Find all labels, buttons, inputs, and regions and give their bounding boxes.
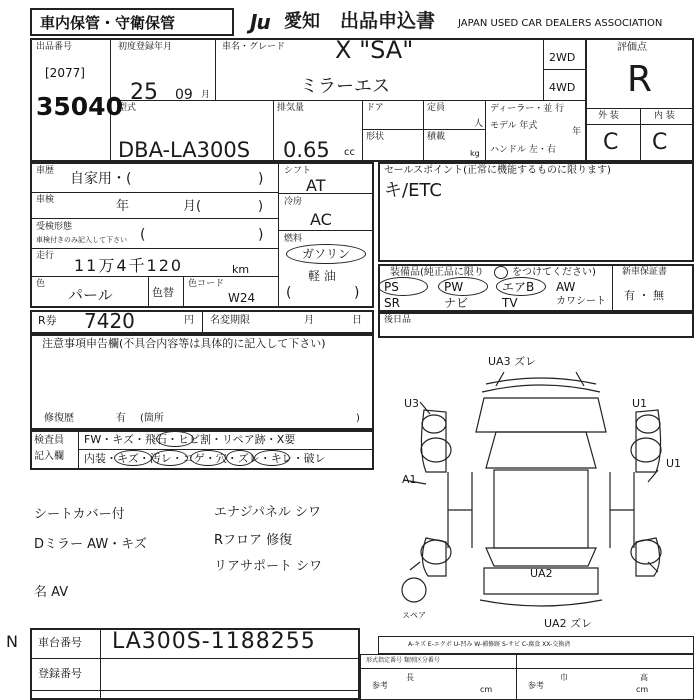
- divider: [585, 38, 587, 162]
- divider: [516, 654, 517, 700]
- hood: [476, 398, 606, 432]
- later-date-label: 後日品: [384, 315, 412, 325]
- rear-window: [486, 548, 596, 566]
- selling-points-box: [378, 162, 694, 262]
- divider: [30, 658, 360, 659]
- divider: [612, 264, 613, 312]
- receiving-close: ): [258, 227, 264, 243]
- rating-label: 評価点: [617, 42, 647, 53]
- repair-history-close: ): [356, 413, 360, 424]
- rear-bumper: [480, 600, 602, 606]
- repair-history-value: 有: [116, 413, 126, 424]
- inspector-comment: Rフロア 修復: [214, 533, 293, 548]
- receiving-note: 車検付きのみ記入して下さい: [36, 236, 127, 244]
- fuel-open: (: [286, 285, 292, 301]
- inspector-entry-label: 記入欄: [34, 451, 64, 462]
- equipment-label-circle: [494, 266, 508, 279]
- divider: [485, 100, 486, 162]
- storage-category-box: [30, 8, 234, 36]
- exterior-check-line: FW・キズ・飛石・ヒビ割・リペア跡・X要: [84, 433, 296, 446]
- fuel-label: 燃料: [284, 234, 303, 244]
- divider: [30, 218, 278, 219]
- selling-points-label: セールスポイント(正常に機能するものに限ります): [384, 165, 611, 176]
- drive-4wd-option[interactable]: 4WD: [549, 81, 576, 94]
- capacity-label: 定員: [427, 103, 446, 113]
- mark-arrow: [410, 562, 420, 570]
- divider: [30, 248, 278, 249]
- repair-history-label: 修復歴: [44, 413, 74, 424]
- equipment-option[interactable]: カワシート: [556, 296, 606, 307]
- equipment-option[interactable]: エアB: [502, 280, 535, 294]
- length-label: 長: [406, 673, 414, 682]
- fuel-gasoline-option[interactable]: ガソリン: [302, 247, 351, 261]
- inspector-comment: Dミラー AW・キズ: [34, 537, 147, 552]
- divider: [78, 430, 79, 470]
- model-year-unit: 年: [572, 127, 582, 137]
- shift-label: シフト: [284, 166, 312, 176]
- damage-mark: UA2 ズレ: [544, 617, 593, 630]
- damage-mark: UA2: [530, 567, 553, 580]
- mark-arrow: [496, 372, 584, 386]
- displacement-label: 排気量: [277, 103, 305, 113]
- capacity-unit: 人: [474, 119, 484, 129]
- lot-bracket-number: [2077]: [45, 66, 85, 80]
- damage-mark: U1: [632, 397, 648, 410]
- spare-label: スペア: [402, 611, 426, 620]
- divider: [278, 162, 279, 308]
- mark-arrow: [648, 562, 658, 572]
- car-history-label: 車歴: [36, 166, 55, 176]
- mirror-right: [636, 415, 660, 433]
- reference-label-1: 参考: [372, 681, 388, 690]
- exterior-label: 外 装: [598, 111, 619, 121]
- inspection-close: ): [258, 199, 264, 214]
- height-label: 高: [640, 673, 648, 682]
- divider: [30, 192, 278, 193]
- equipment-option[interactable]: PW: [444, 280, 464, 294]
- model-grade: X "SA": [335, 36, 414, 64]
- divider: [640, 108, 641, 162]
- dealer-label: ディーラー・並 行: [490, 104, 565, 114]
- mirror-left: [422, 415, 446, 433]
- length-unit: cm: [480, 685, 493, 694]
- equipment-label: 装備品(純正品に限り: [390, 267, 484, 278]
- spare-tire: [402, 578, 426, 602]
- circle-mark: [254, 450, 290, 466]
- divider: [586, 124, 694, 125]
- storage-category-label: 車内保管・守衛保管: [40, 14, 176, 32]
- interior-check-line: 内装・キズ・汚レ・コゲ・穴・ズレ・キレ・破レ: [84, 452, 326, 465]
- load-unit: kg: [470, 149, 480, 158]
- divider: [279, 230, 374, 231]
- receiving-value: (: [140, 227, 146, 243]
- recycle-unit: 円: [184, 315, 194, 326]
- equipment-option[interactable]: PS: [384, 280, 399, 294]
- model-name: ミラーエス: [300, 76, 390, 97]
- association-name: JAPAN USED CAR DEALERS ASSOCIATION: [458, 18, 663, 29]
- chassis-value: LA300S-1188255: [112, 629, 316, 654]
- drive-2wd-option[interactable]: 2WD: [549, 51, 576, 64]
- damage-mark: U1: [666, 457, 682, 470]
- displacement-unit: cc: [344, 147, 355, 158]
- circle-mark: [156, 431, 194, 447]
- equipment-circle: [438, 277, 488, 296]
- color-value: パール: [68, 286, 113, 304]
- divider: [215, 38, 216, 100]
- fuel-diesel-option[interactable]: 軽 油: [308, 269, 336, 283]
- shift-value: AT: [306, 176, 326, 195]
- front-bumper: [482, 385, 600, 392]
- color-change-label: 色替: [152, 286, 174, 299]
- equipment-option[interactable]: SR: [384, 296, 400, 310]
- change-deadline-day: 日: [352, 315, 362, 326]
- divider: [78, 449, 374, 450]
- divider: [360, 668, 694, 669]
- lot-label: 出品番号: [36, 42, 73, 52]
- mileage-label: 走行: [36, 251, 55, 261]
- roof: [494, 470, 588, 548]
- fuel-close: ): [354, 285, 360, 301]
- damage-legend: A-キズ E-エクボ U-凹み W-補修跡 S-サビ C-腐食 XX-交換済: [408, 641, 571, 648]
- type-value: DBA-LA300S: [118, 138, 251, 162]
- damage-mark: A1: [402, 473, 417, 486]
- mileage-value: 11万4千120: [74, 256, 184, 275]
- warranty-label: 新車保証書: [622, 267, 668, 277]
- divider: [362, 100, 363, 162]
- car-history-close: ): [258, 171, 264, 187]
- divider: [202, 310, 203, 334]
- circle-mark: [152, 450, 188, 466]
- inspector-comment: リアサポート シワ: [214, 559, 323, 574]
- model-name-label: 車名・グレード: [222, 42, 286, 52]
- divider: [543, 69, 585, 70]
- color-label: 色: [36, 279, 46, 289]
- first-registration-month-unit: 月: [201, 90, 211, 100]
- inspector-comment: シートカバー付: [34, 507, 125, 522]
- receiving-label: 受検形態: [36, 222, 73, 232]
- logo-text: 愛知: [284, 11, 320, 32]
- inspection-year-unit: 年: [116, 199, 130, 214]
- divider: [148, 277, 149, 308]
- divider: [279, 193, 374, 194]
- registration-label: 登録番号: [38, 667, 82, 680]
- model-year-label: モデル 年式: [490, 121, 538, 131]
- inspection-month-unit: 月(: [183, 199, 202, 214]
- color-code-value: W24: [228, 291, 256, 305]
- circle-mark: [190, 450, 226, 466]
- divider: [423, 100, 424, 162]
- repair-history-place: (箇所: [140, 413, 164, 424]
- damage-mark: U3: [404, 397, 420, 410]
- cooling-value: AC: [310, 210, 332, 229]
- rating-value: R: [627, 59, 653, 100]
- handle-label: ハンドル 左・右: [490, 145, 556, 155]
- first-registration-year: 25: [130, 80, 158, 105]
- equipment-circle: [496, 277, 546, 296]
- divider: [30, 276, 278, 277]
- divider: [30, 690, 360, 691]
- car-history-value: 自家用・(: [70, 171, 132, 187]
- side-mark: N: [6, 632, 18, 651]
- change-deadline-label: 名変期限: [210, 315, 250, 326]
- equipment-option[interactable]: ナビ: [444, 296, 469, 310]
- inspector-label: 検査員: [34, 435, 64, 446]
- warranty-value: 有 ・ 無: [624, 289, 664, 302]
- mileage-unit: km: [232, 263, 250, 276]
- cooling-label: 冷房: [284, 197, 303, 207]
- equipment-label-suffix: をつけてください): [512, 267, 596, 278]
- chassis-label: 車台番号: [38, 636, 82, 649]
- first-registration-label: 初度登録年月: [118, 42, 173, 52]
- width-label: 巾: [560, 673, 568, 682]
- equipment-circle: [378, 277, 428, 296]
- divider: [183, 277, 184, 308]
- windshield: [486, 432, 596, 468]
- logo-mark: Ju: [250, 10, 270, 34]
- width-unit: cm: [636, 685, 649, 694]
- equipment-option[interactable]: AW: [556, 280, 576, 294]
- inspector-comment: 名 AV: [34, 585, 69, 600]
- displacement-value: 0.65: [283, 138, 330, 162]
- change-deadline-month: 月: [304, 315, 314, 326]
- inspection-label: 車検: [36, 195, 55, 205]
- caution-label: 注意事項申告欄(不具合内容等は具体的に記入して下さい): [42, 337, 326, 350]
- form-title: 出品申込書: [340, 10, 436, 32]
- circle-mark: [226, 450, 254, 466]
- color-code-label: 色コード: [188, 279, 225, 289]
- interior-grade: C: [652, 130, 668, 155]
- interior-label: 内 装: [654, 111, 675, 121]
- door-label: ドア: [366, 103, 384, 113]
- first-registration-month: 09: [175, 87, 193, 103]
- type-label: 型式: [118, 103, 137, 113]
- lot-number: 35040: [36, 92, 123, 121]
- inspector-comment: エナジパネル シワ: [214, 505, 321, 520]
- divider: [362, 129, 485, 130]
- shape-label: 形状: [366, 132, 385, 142]
- circle-mark: [114, 450, 152, 466]
- load-label: 積載: [427, 132, 446, 142]
- reference-label-2: 参考: [528, 681, 544, 690]
- type-designation-label: 形式指定番号 類別区分番号: [366, 657, 440, 664]
- equipment-option[interactable]: TV: [502, 296, 518, 310]
- selling-points-value: キ/ETC: [384, 180, 442, 201]
- later-date-box: [378, 312, 694, 338]
- mark-arrow: [420, 402, 430, 414]
- recycle-label: R券: [38, 314, 57, 327]
- recycle-value: 7420: [84, 309, 135, 333]
- damage-mark: UA3 ズレ: [488, 355, 537, 368]
- exterior-grade: C: [603, 130, 619, 155]
- divider: [273, 100, 274, 162]
